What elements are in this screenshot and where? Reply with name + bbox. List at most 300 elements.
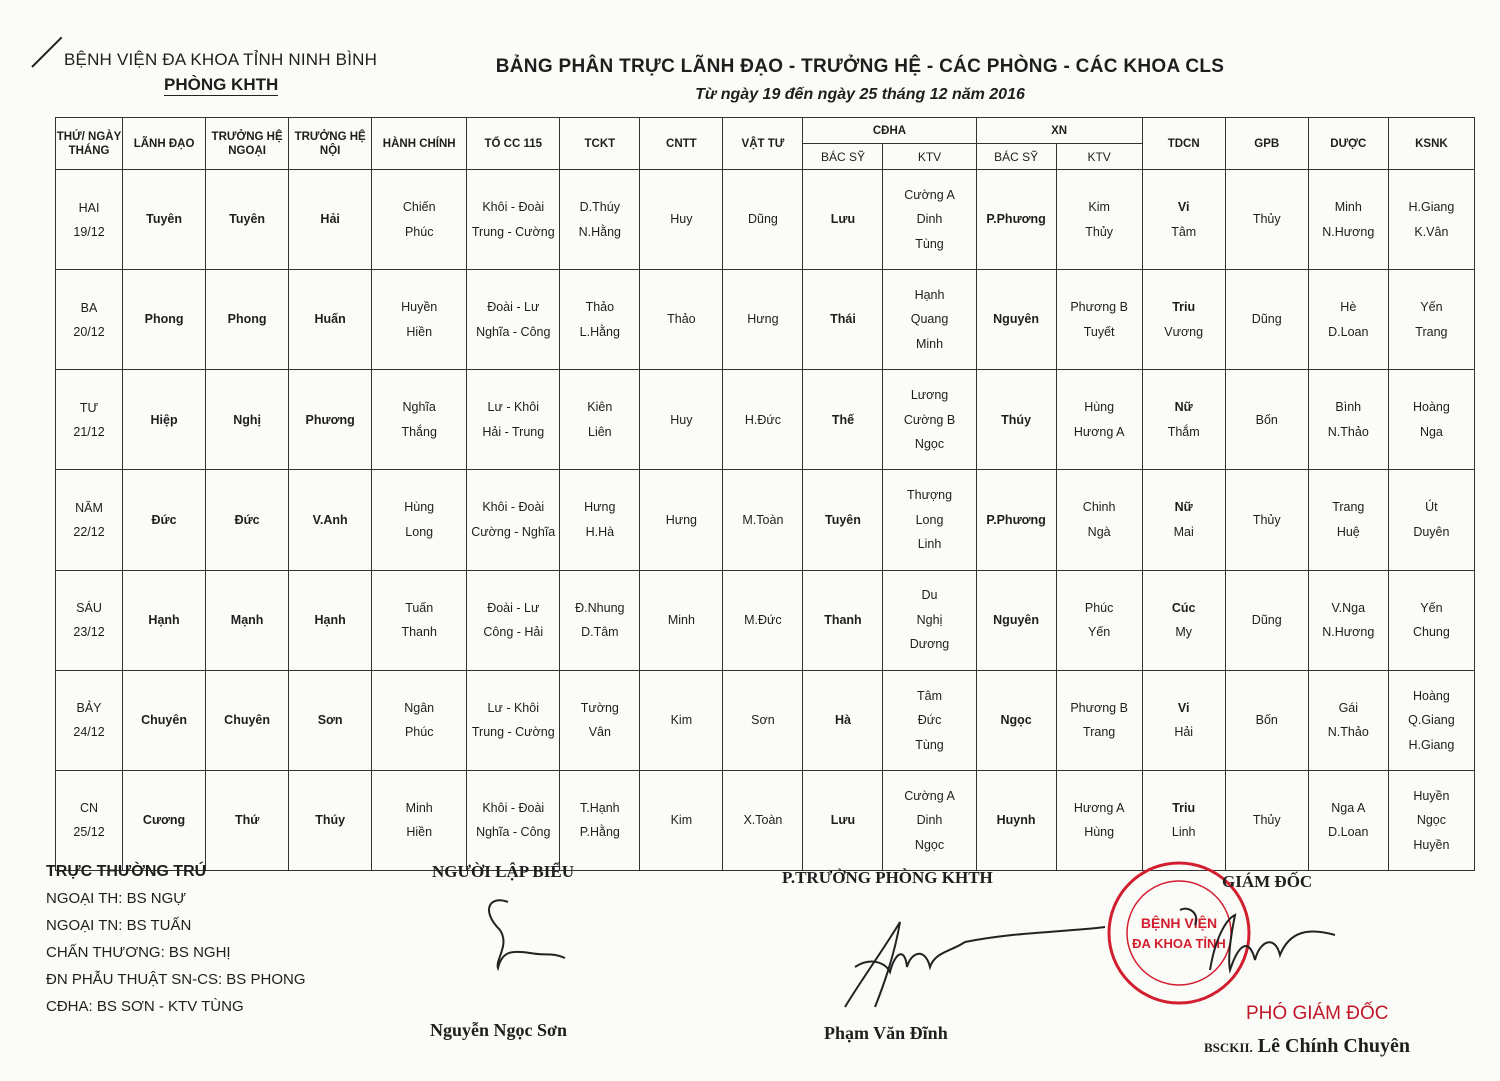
roster-name: Lương [910,388,949,403]
date-label: 21/12 [73,424,105,439]
roster-name: Thủy [1252,813,1281,828]
roster-name: Đoài - Lư [487,300,540,315]
truong-he-ngoai-cell [206,270,289,370]
resident-duty-block [46,858,305,1020]
roster-name: Công - Hải [483,625,544,640]
preparer-title: NGƯỜI LẬP BIỂU [432,862,575,881]
header-vat-tu: VẬT TƯ [723,118,803,170]
roster-name: V.Nga [1331,600,1366,615]
roster-name: Minh [1334,200,1362,215]
cdha-ktv-cell [883,770,976,870]
cntt-cell [640,670,723,770]
gpb-cell [1225,170,1308,270]
hanh-chinh-cell [372,370,467,470]
date-label: 25/12 [73,825,105,840]
gpb-cell [1225,770,1308,870]
roster-name: Thượng [906,488,953,503]
weekday-label: NĂM [75,500,103,515]
roster-name: Thủy [1085,224,1114,239]
duoc-cell [1308,770,1388,870]
xn-ktv-cell [1056,370,1142,470]
roster-name: Đ.Nhung [575,600,625,615]
cntt-cell [640,170,723,270]
roster-name: Phúc [1084,600,1114,615]
header-xn-bac-sy: BÁC SỸ [976,144,1056,170]
header-hanh-chinh: HÀNH CHÍNH [372,118,467,170]
roster-name: Cúc [1171,600,1196,615]
roster-name: Hương A [1073,800,1125,815]
roster-name: Hương A [1073,424,1125,439]
weekday-label: BA [80,300,98,315]
vice-director-title: PHÓ GIÁM ĐỐC [1246,1003,1389,1024]
resident-duty-title: TRỰC THƯỜNG TRÚ [46,863,207,880]
roster-name: Ngân [404,700,435,715]
xn-ktv-cell [1056,770,1142,870]
roster-name: Minh [915,336,944,351]
header-to-cc: TỔ CC 115 [467,118,560,170]
vat-tu-cell [723,770,803,870]
day-cell [56,570,123,670]
roster-name: P.Phương [986,512,1046,527]
roster-name: Huyền [1413,788,1450,803]
roster-name: Nguyên [993,612,1039,627]
roster-name: H.Giang [1408,200,1455,215]
hanh-chinh-cell [372,170,467,270]
roster-name: Nga A [1331,800,1366,815]
vat-tu-cell [723,570,803,670]
roster-name: Q.Giang [1408,713,1455,728]
roster-name: Phương B [1070,700,1128,715]
header-tdcn: TDCN [1142,118,1225,170]
roster-name: Liên [588,424,612,439]
preparer-signature [470,890,580,980]
weekday-label: HAI [78,200,100,215]
roster-name: Hùng [404,500,435,515]
roster-name: Hiền [406,825,433,840]
roster-name: Hưng [665,512,698,527]
gpb-cell [1225,470,1308,570]
roster-name: Kim [670,713,693,728]
roster-name: Long [405,524,434,539]
lanh-dao-cell [123,470,206,570]
roster-name: Ngà [1087,524,1111,539]
roster-name: N.Hằng [578,224,622,239]
roster-name: M.Toàn [742,512,784,527]
tckt-cell [560,370,640,470]
roster-name: Đoài - Lư [487,600,540,615]
roster-name: Huệ [1336,524,1360,539]
cdha-ktv-cell [883,570,976,670]
cdha-bac-sy-cell [803,270,883,370]
roster-name: Hùng [1084,825,1115,840]
cdha-bac-sy-cell [803,770,883,870]
day-cell [56,670,123,770]
truong-he-noi-cell [289,170,372,270]
xn-bac-sy-cell [976,670,1056,770]
xn-bac-sy-cell [976,270,1056,370]
roster-name: Tuấn [405,600,434,615]
roster-name: Thủy [1252,512,1281,527]
document-subtitle: Từ ngày 19 đến ngày 25 tháng 12 năm 2016 [695,86,1025,103]
header-cntt: CNTT [640,118,723,170]
truong-he-noi-cell [289,770,372,870]
weekday-label: BẢY [76,701,102,716]
roster-name: N.Hương [1322,224,1375,239]
roster-name: Nghĩa [402,400,436,415]
roster-name: Lư - Khôi [487,700,539,715]
roster-name: Hạnh [914,287,945,302]
roster-name: Tuyên [229,212,266,227]
ksnk-cell [1388,670,1474,770]
ksnk-cell [1388,170,1474,270]
to-cc-cell [467,470,560,570]
day-cell [56,170,123,270]
roster-name: Gái [1338,700,1359,715]
roster-name: Huyền [1413,837,1450,852]
roster-name: N.Thảo [1327,725,1369,740]
roster-name: Triu [1172,800,1196,815]
vat-tu-cell [723,470,803,570]
cdha-ktv-cell [883,470,976,570]
roster-name: Trung - Cường [471,224,555,239]
xn-ktv-cell [1056,670,1142,770]
roster-name: Quang [910,312,949,327]
day-cell [56,470,123,570]
cdha-ktv-cell [883,270,976,370]
duoc-cell [1308,270,1388,370]
gpb-cell [1225,370,1308,470]
truong-he-ngoai-cell [206,170,289,270]
truong-he-noi-cell [289,670,372,770]
cdha-ktv-cell [883,670,976,770]
truong-he-noi-cell [289,270,372,370]
roster-name: Thế [831,412,855,427]
roster-name: Cường A [904,788,955,803]
hanh-chinh-cell [372,770,467,870]
xn-bac-sy-cell [976,770,1056,870]
roster-name: M.Đức [744,612,782,627]
ksnk-cell [1388,570,1474,670]
roster-name: Ngọc [914,837,945,852]
deputy-head-signature [815,912,1115,1022]
roster-name: H.Giang [1408,737,1455,752]
roster-name: Long [915,512,944,527]
roster-name: Hùng [1084,400,1115,415]
tdcn-cell [1142,370,1225,470]
cdha-bac-sy-cell [803,670,883,770]
roster-name: Phúc [404,725,434,740]
roster-name: Ngọc [1416,813,1446,828]
ksnk-cell [1388,470,1474,570]
roster-name: N.Hương [1322,625,1375,640]
roster-row [56,470,1475,570]
truong-he-ngoai-cell [206,370,289,470]
roster-name: Phúc [404,224,434,239]
roster-name: Thanh [824,612,862,627]
tckt-cell [560,770,640,870]
roster-name: Thắm [1167,424,1200,439]
lanh-dao-cell [123,270,206,370]
roster-name: L.Hằng [579,324,620,339]
roster-name: Chung [1412,625,1450,640]
cdha-bac-sy-cell [803,170,883,270]
header-day: THỨ/ NGÀY THÁNG [56,118,123,170]
roster-name: K.Vân [1414,224,1449,239]
to-cc-cell [467,370,560,470]
roster-name: Nghị [233,412,261,427]
director-signature [1150,900,1350,990]
roster-name: Minh [667,612,695,627]
roster-name: Thúy [1001,412,1032,427]
header-truong-he-noi: TRƯỞNG HỆ NỘI [289,118,372,170]
hospital-name: BỆNH VIỆN ĐA KHOA TỈNH NINH BÌNH [64,50,378,69]
header-cdha: CĐHA [803,118,976,144]
roster-name: X.Toàn [743,813,783,828]
roster-name: Thủy [1252,212,1281,227]
hanh-chinh-cell [372,470,467,570]
tckt-cell [560,570,640,670]
hanh-chinh-cell [372,670,467,770]
roster-name: Hải - Trung [482,424,545,439]
roster-name: Du [921,588,938,603]
roster-name: Đức [917,713,942,728]
roster-name: Phương [305,412,355,427]
roster-name: Duyên [1413,524,1450,539]
roster-name: H.Đức [744,412,781,427]
truong-he-ngoai-cell [206,570,289,670]
roster-name: N.Thảo [1327,424,1369,439]
roster-name: Huy [670,212,693,227]
roster-row [56,170,1475,270]
ksnk-cell [1388,770,1474,870]
roster-body [56,170,1475,871]
roster-name: V.Anh [312,512,348,527]
roster-name: T.Hạnh [580,800,620,815]
to-cc-cell [467,570,560,670]
gpb-cell [1225,670,1308,770]
vat-tu-cell [723,170,803,270]
roster-name: Cường A [904,187,955,202]
date-label: 22/12 [73,524,105,539]
ksnk-cell [1388,270,1474,370]
roster-name: My [1175,625,1193,640]
roster-row [56,770,1475,870]
roster-name: Khôi - Đoài [482,500,545,515]
roster-name: Dinh [916,813,943,828]
cntt-cell [640,570,723,670]
cntt-cell [640,470,723,570]
roster-name: Thảo [667,312,696,327]
roster-name: Huyền [401,300,438,315]
roster-name: Dũng [747,212,778,227]
header-cdha-ktv: KTV [883,144,976,170]
department-name: PHÒNG KHTH [164,75,279,94]
day-cell [56,770,123,870]
preparer-name: Nguyễn Ngọc Sơn [430,1020,567,1040]
xn-ktv-cell [1056,570,1142,670]
date-label: 19/12 [73,224,105,239]
roster-name: Linh [1171,825,1196,840]
roster-name: Kiên [587,400,613,415]
roster-name: Tâm [917,688,943,703]
roster-name: Hiền [406,324,433,339]
roster-name: Thúy [315,813,346,828]
hanh-chinh-cell [372,570,467,670]
roster-row [56,270,1475,370]
roster-name: Dũng [1251,612,1282,627]
tdcn-cell [1142,470,1225,570]
roster-name: Thứ [234,813,260,828]
roster-name: Thái [830,312,856,327]
roster-name: Yến [1420,600,1443,615]
truong-he-ngoai-cell [206,470,289,570]
roster-name: Cường B [903,412,956,427]
header-cdha-bac-sy: BÁC SỸ [803,144,883,170]
resident-duty-line: CĐHA: BS SƠN - KTV TÙNG [46,998,244,1015]
roster-name: Nghị [916,612,943,627]
duoc-cell [1308,570,1388,670]
resident-duty-line: NGOẠI TH: BS NGỰ [46,890,187,907]
header-gpb: GPB [1225,118,1308,170]
day-cell [56,370,123,470]
roster-name: Cương [142,813,186,828]
roster-name: Bình [1335,400,1362,415]
lanh-dao-cell [123,170,206,270]
to-cc-cell [467,270,560,370]
vat-tu-cell [723,670,803,770]
roster-name: Kim [670,813,693,828]
tckt-cell [560,170,640,270]
header-lanh-dao: LÃNH ĐẠO [123,118,206,170]
xn-bac-sy-cell [976,470,1056,570]
roster-name: Hoàng [1412,688,1450,703]
roster-name: Trang [1415,324,1448,339]
roster-name: Đức [234,512,260,527]
xn-ktv-cell [1056,470,1142,570]
director-title: GIÁM ĐỐC [1222,872,1313,891]
xn-ktv-cell [1056,270,1142,370]
roster-name: Hè [1340,300,1357,315]
roster-name: Yến [1088,625,1111,640]
roster-name: Tuyên [825,512,861,527]
document-title: BẢNG PHÂN TRỰC LÃNH ĐẠO - TRƯỞNG HỆ - CÁC PHÒNG - CÁC KHOA CLS [495,56,1225,77]
roster-name: Tuyết [1083,324,1115,339]
xn-bac-sy-cell [976,370,1056,470]
vat-tu-cell [723,370,803,470]
roster-name: Tường [580,700,619,715]
roster-name: Huấn [314,312,346,327]
date-label: 24/12 [73,725,105,740]
duoc-cell [1308,670,1388,770]
roster-name: Triu [1172,300,1196,315]
to-cc-cell [467,670,560,770]
roster-name: Hiệp [150,412,178,427]
roster-name: Sơn [751,713,775,728]
date-label: 20/12 [73,324,105,339]
roster-name: Trang [1332,500,1365,515]
roster-name: Đức [151,512,177,527]
roster-name: Lư - Khôi [487,400,539,415]
roster-row [56,370,1475,470]
roster-name: H.Hà [585,524,615,539]
header-duoc: DƯỢC [1308,118,1388,170]
roster-name: Vi [1177,200,1190,215]
roster-name: Sơn [317,713,343,728]
roster-name: Phong [227,312,267,327]
truong-he-ngoai-cell [206,770,289,870]
roster-name: Trung - Cường [471,725,555,740]
xn-bac-sy-cell [976,170,1056,270]
roster-name: Hạnh [314,612,346,627]
roster-name: Phong [144,312,184,327]
tckt-cell [560,270,640,370]
roster-name: Chinh [1082,500,1116,515]
roster-name: Mạnh [230,612,264,627]
truong-he-noi-cell [289,570,372,670]
day-cell [56,270,123,370]
roster-name: Kim [1088,200,1110,215]
roster-name: Vương [1164,324,1204,339]
cdha-bac-sy-cell [803,370,883,470]
lanh-dao-cell [123,670,206,770]
roster-name: Nghĩa - Công [476,825,551,840]
header-truong-he-ngoai: TRƯỞNG HỆ NGOẠI [206,118,289,170]
roster-row [56,570,1475,670]
cdha-ktv-cell [883,370,976,470]
roster-name: P.Hằng [579,825,620,840]
cntt-cell [640,370,723,470]
roster-name: Nữ [1174,400,1193,415]
roster-name: Khôi - Đoài [482,800,545,815]
roster-name: Vân [588,725,611,740]
duoc-cell [1308,170,1388,270]
roster-name: Lưu [830,813,856,828]
weekday-label: SÁU [76,601,102,616]
roster-name: Trang [1083,725,1116,740]
header-tckt: TCKT [560,118,640,170]
tdcn-cell [1142,670,1225,770]
roster-name: D.Thúy [579,200,620,215]
roster-name: Thắng [401,424,437,439]
roster-name: Nghĩa - Công [476,324,551,339]
vice-director-name-block [1204,1035,1410,1058]
lanh-dao-cell [123,570,206,670]
roster-name: Lưu [830,212,856,227]
header-ksnk: KSNK [1388,118,1474,170]
date-label: 23/12 [73,625,105,640]
roster-name: Nga [1419,424,1443,439]
vat-tu-cell [723,270,803,370]
truong-he-ngoai-cell [206,670,289,770]
svg-text:BỆNH VIỆN: BỆNH VIỆN [1140,915,1218,931]
weekday-label: CN [79,801,99,816]
resident-duty-line: CHẤN THƯƠNG: BS NGHỊ [46,944,231,961]
roster-name: Hải [320,212,340,227]
tckt-cell [560,470,640,570]
roster-row [56,670,1475,770]
roster-name: Cường - Nghĩa [471,524,556,539]
weekday-label: TƯ [79,400,99,415]
truong-he-noi-cell [289,470,372,570]
lanh-dao-cell [123,370,206,470]
header-slash-mark [31,37,62,68]
roster-name: P.Phương [986,212,1046,227]
roster-name: Chuyên [224,713,271,728]
duty-roster-table [55,117,1475,871]
roster-name: Huy [670,412,693,427]
roster-name: Tâm [1171,224,1197,239]
roster-name: Linh [917,537,942,552]
